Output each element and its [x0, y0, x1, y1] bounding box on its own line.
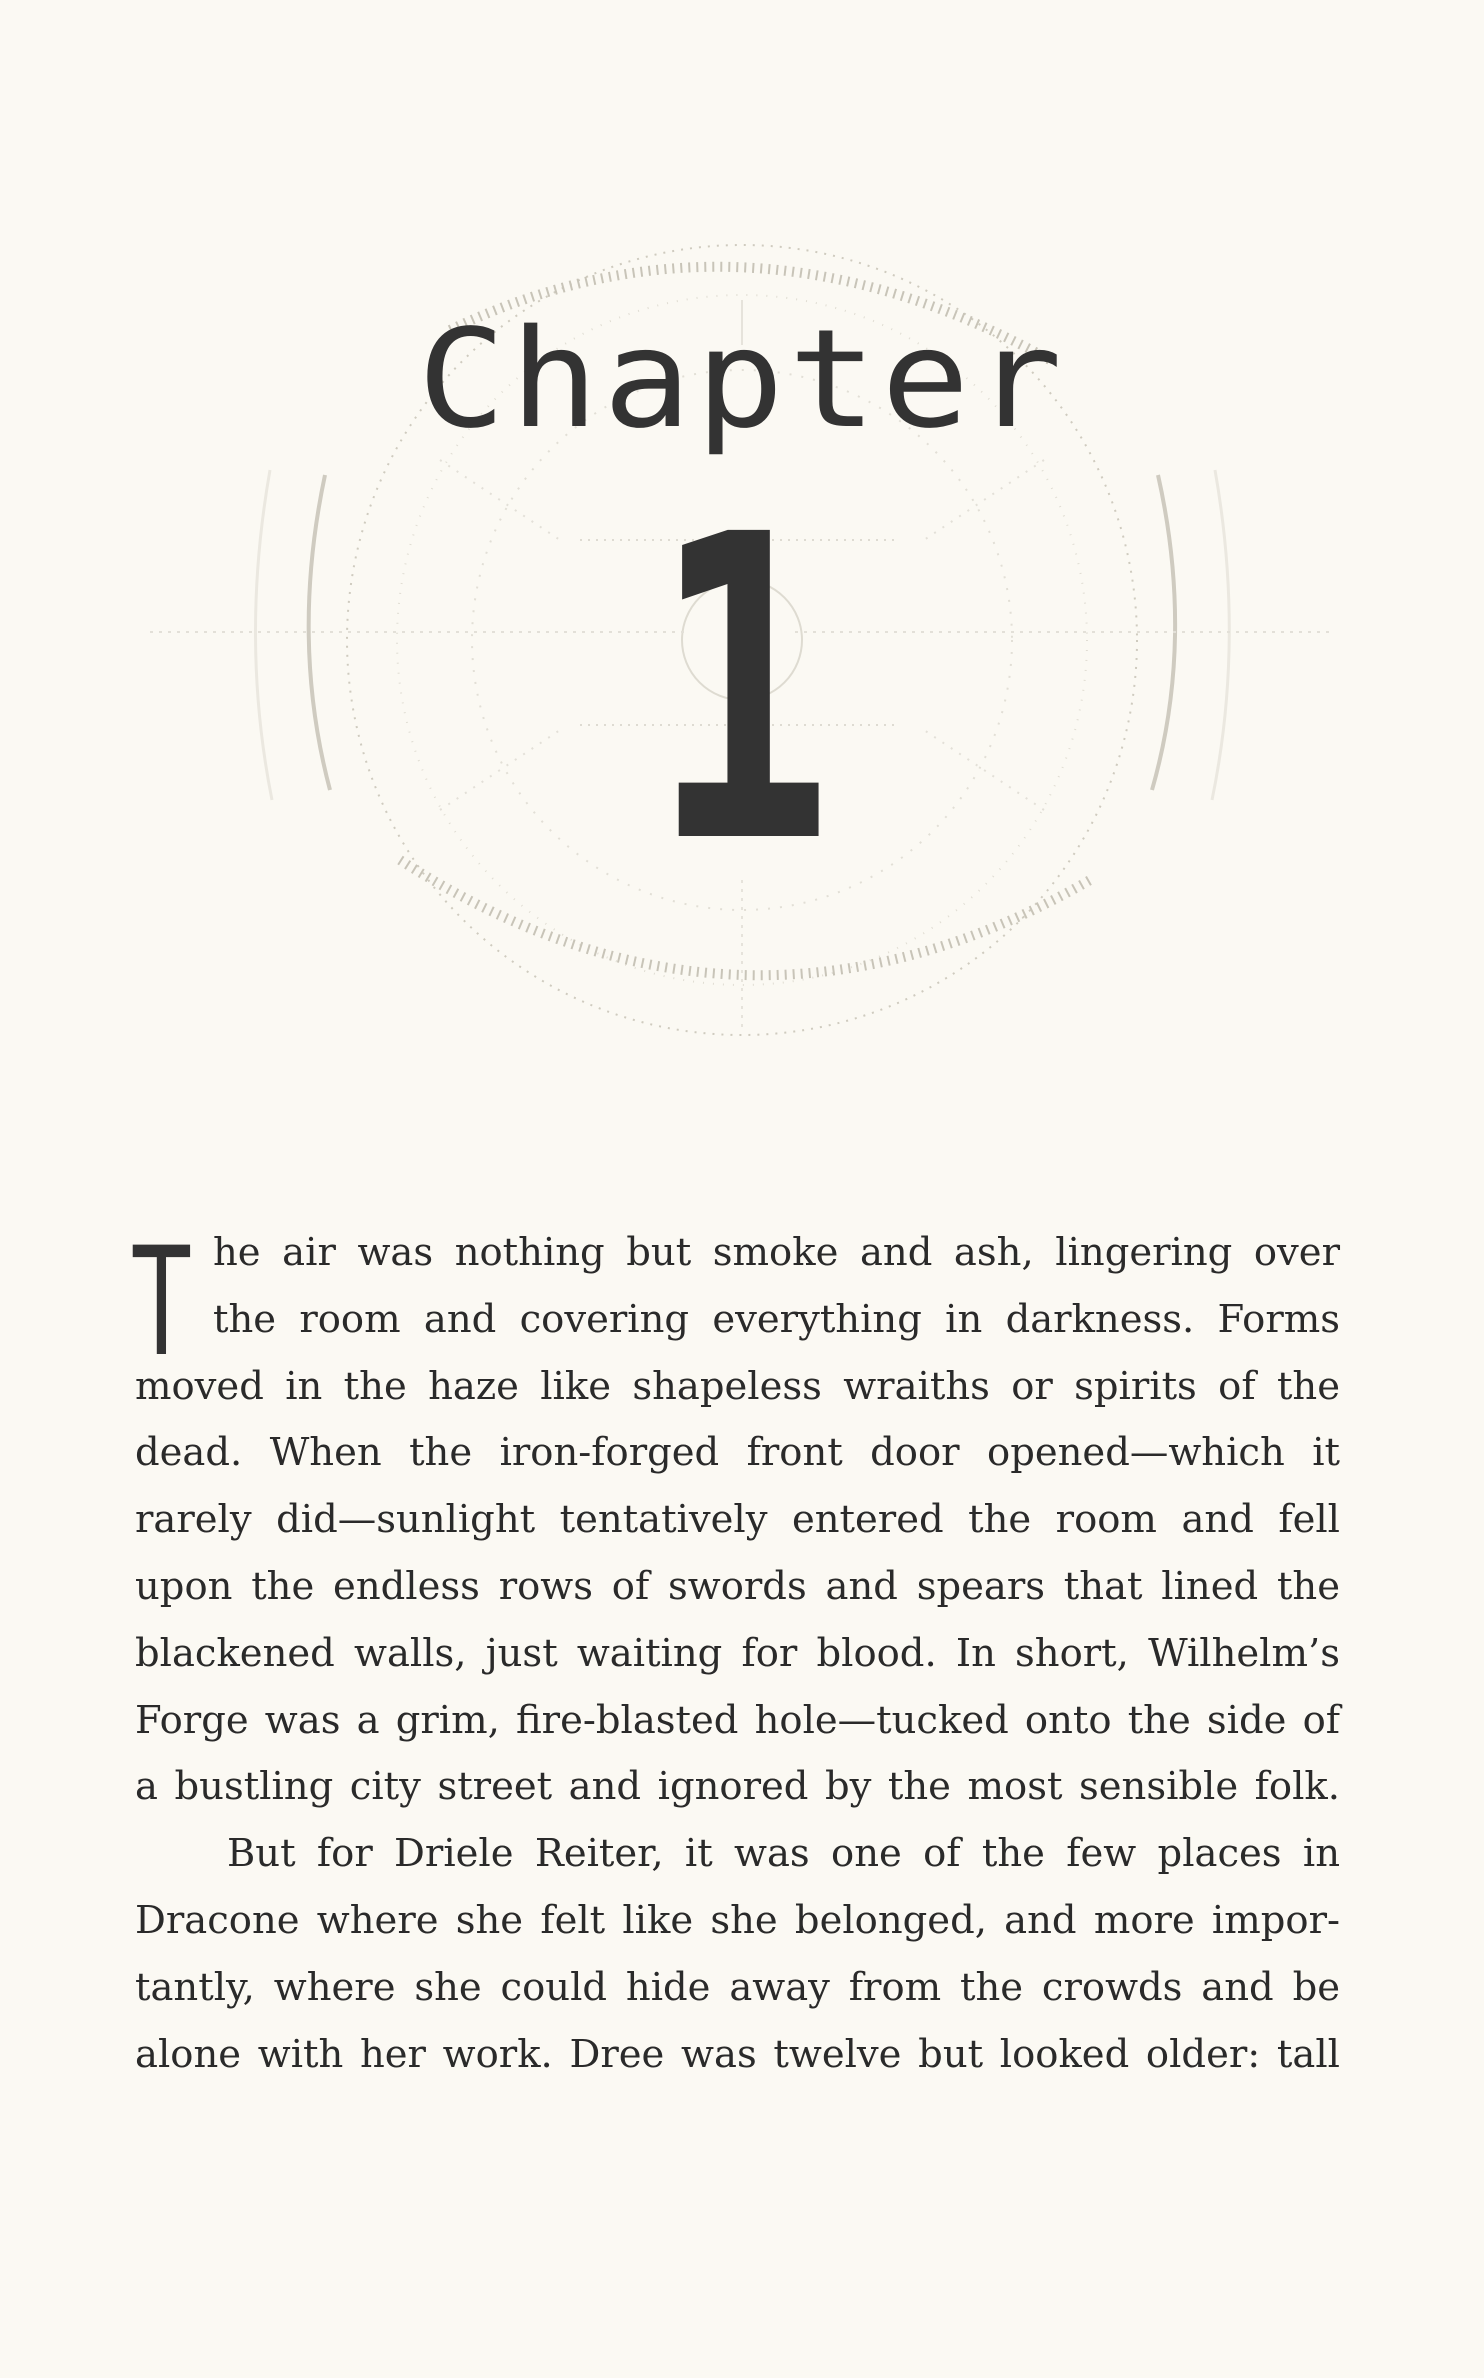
text-line: Dracone where she felt like she belonged, and more impor-: [135, 1897, 1340, 1943]
text-line: he air was nothing but smoke and ash, lingering over: [213, 1230, 1340, 1275]
text-line: But for Driele Reiter, it was one of the few places in: [227, 1831, 1340, 1877]
text-line: blackened walls, just waiting for blood. In short, Wilhelm’s: [135, 1630, 1340, 1676]
body-text: [133, 1216, 1340, 2088]
chapter-number: 1: [650, 447, 834, 936]
text-line: upon the endless rows of swords and spears that lined the: [135, 1563, 1340, 1609]
drop-cap: T: [133, 1216, 190, 1390]
text-line: Forge was a grim, fire-blasted hole—tucked onto the side of: [135, 1697, 1340, 1743]
text-line: dead. When the iron-forged front door opened—which it: [135, 1430, 1340, 1476]
text-line: rarely did—sunlight tentatively entered the room and fell: [135, 1497, 1340, 1543]
text-line: the room and covering everything in darkness. Forms: [213, 1296, 1340, 1342]
text-line: a bustling city street and ignored by the most sensible folk.: [135, 1764, 1340, 1810]
chapter-heading: Chapter: [417, 301, 1067, 459]
text-line: tantly, where she could hide away from the crowds and be: [135, 1964, 1340, 2010]
text-line: moved in the haze like shapeless wraiths or spirits of the: [135, 1363, 1340, 1409]
text-line: alone with her work. Dree was twelve but looked older: tall: [135, 2031, 1340, 2077]
